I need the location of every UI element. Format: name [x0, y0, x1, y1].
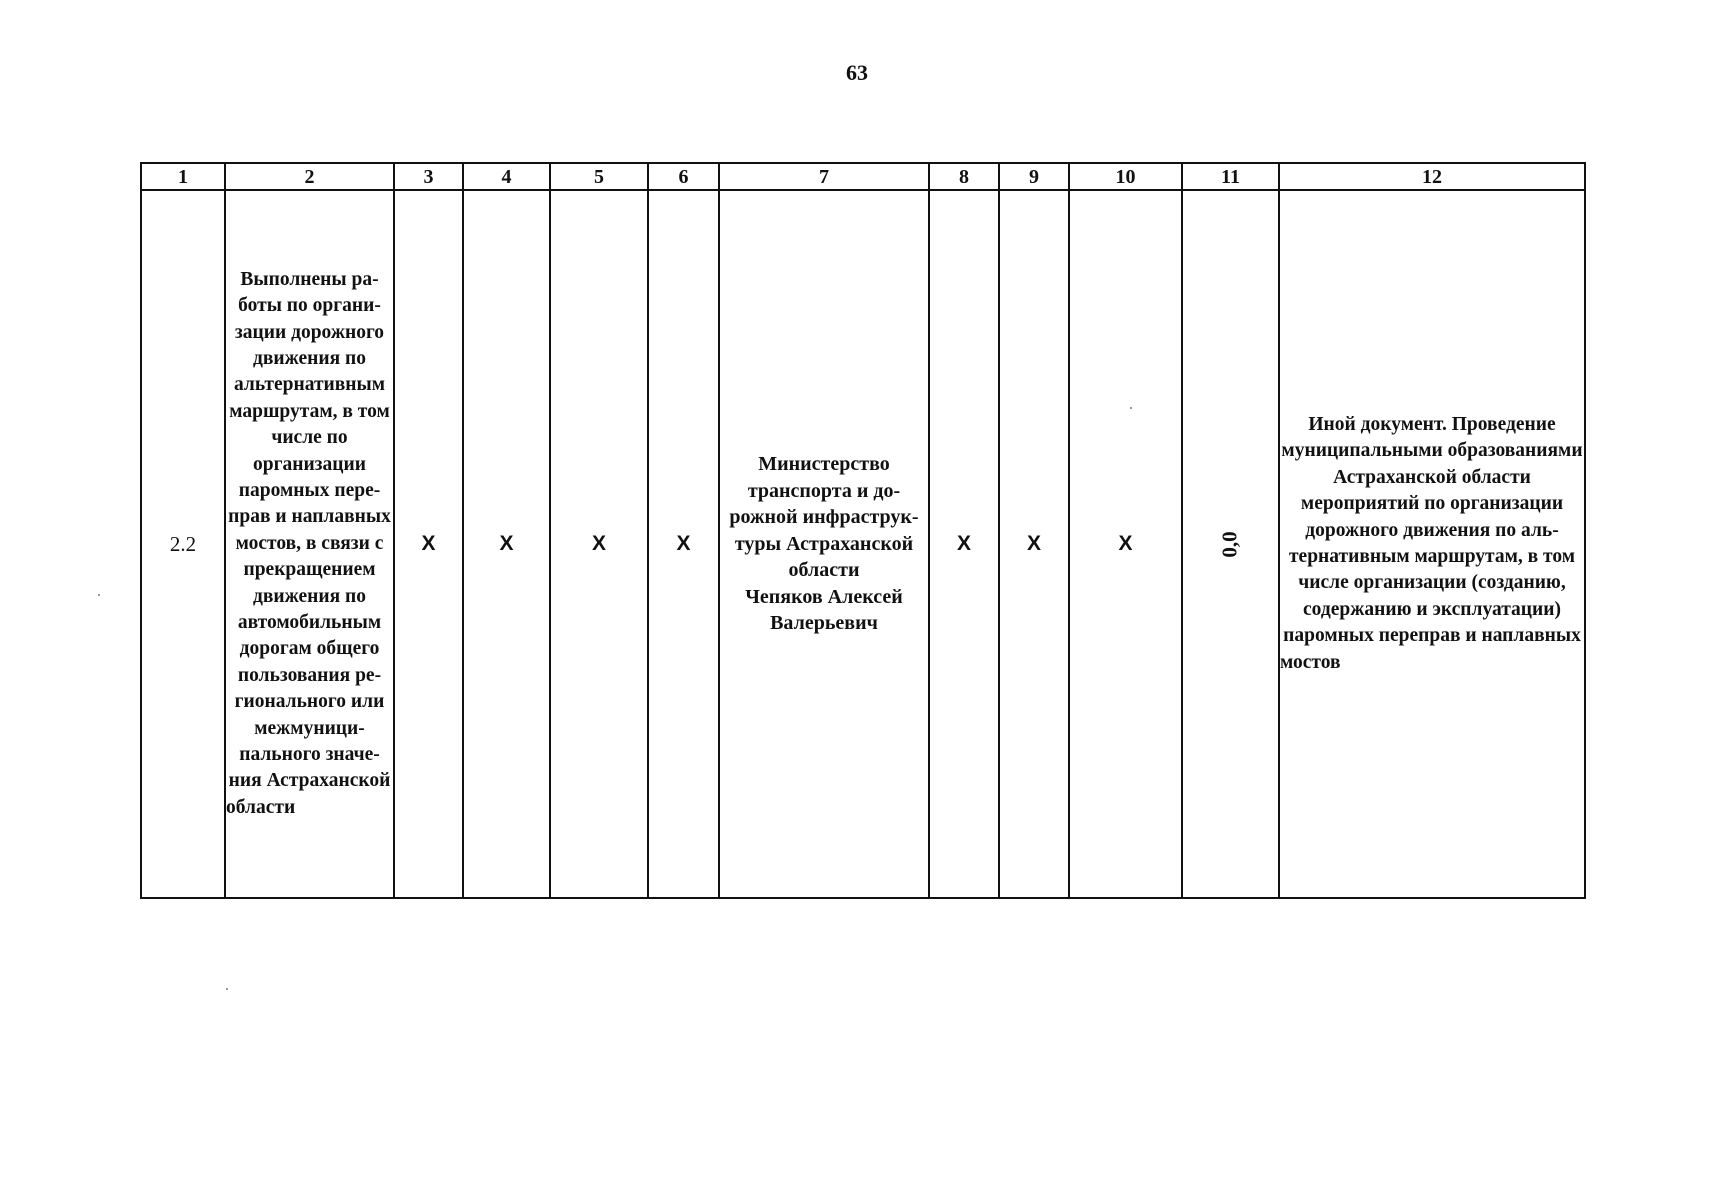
- header-col-4: 4: [463, 163, 550, 190]
- page-number: 63: [846, 60, 868, 85]
- funding-cell: [1182, 190, 1279, 898]
- col8-cell: X: [929, 190, 999, 898]
- header-row: [141, 163, 1585, 190]
- col10-cell: X: [1069, 190, 1182, 898]
- table-row: [141, 190, 1585, 898]
- col9-cell: X: [999, 190, 1069, 898]
- col6-cell: X: [648, 190, 719, 898]
- header-col-1: 1: [141, 163, 225, 190]
- header-col-3: 3: [394, 163, 463, 190]
- header-col-5: 5: [550, 163, 648, 190]
- header-col-7: 7: [719, 163, 929, 190]
- col5-cell: X: [550, 190, 648, 898]
- responsible-person: Чепяков Алексей Валерьевич: [745, 585, 903, 635]
- col3-cell: X: [394, 190, 463, 898]
- header-col-8: 8: [929, 163, 999, 190]
- activity-description-cell: Выполнены работы по организации дорожного движения по альтернативным маршрутам, в том числе по организации паромных переправ и наплавных мостов, в связи с прекращением движения по автомобильным дорогам общего пользования регионального или межмуниципального значения Астраханской области: [225, 190, 394, 898]
- document-table: [140, 162, 1586, 899]
- responsible-cell: [719, 190, 929, 898]
- document-type-cell: Иной документ. Проведение муниципальными образованиями Астраханской области мероприятий по организации дорожного движения по альтернативным маршрутам, в том числе организации (созданию, содержанию и эксплуатации) паромных переправ и наплавных мостов: [1279, 190, 1585, 898]
- col4-cell: X: [463, 190, 550, 898]
- scan-speck: [1130, 407, 1132, 409]
- row-number-cell: 2.2: [141, 190, 225, 898]
- header-col-2: 2: [225, 163, 394, 190]
- header-col-12: 12: [1279, 163, 1585, 190]
- header-col-9: 9: [999, 163, 1069, 190]
- header-col-11: 11: [1182, 163, 1279, 190]
- funding-value: 0,0: [1218, 530, 1242, 558]
- responsible-organization: Министерство транспорта и дорожной инфраструктуры Астраханской области: [729, 453, 919, 582]
- header-col-10: 10: [1069, 163, 1182, 190]
- scan-speck: [226, 988, 228, 990]
- header-col-6: 6: [648, 163, 719, 190]
- scan-speck: [98, 594, 100, 596]
